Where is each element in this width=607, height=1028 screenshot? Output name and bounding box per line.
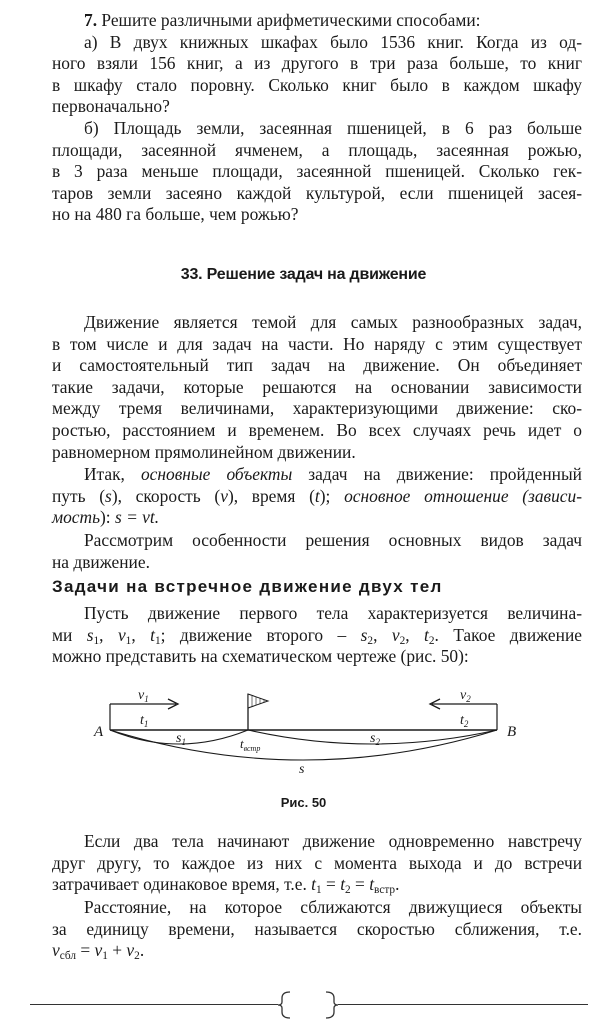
section-heading: 33. Решение задач на движение	[180, 266, 427, 283]
label-s1: $s_1$	[176, 731, 186, 747]
text-line: Рассмотрим особенности решения основных видов задач	[84, 530, 582, 550]
task-7	[52, 10, 582, 226]
text-line: и самостоятельный тип задач на движение. Он объединяет	[52, 355, 582, 376]
text-line: за единицу времени, называется скоростью сближения, т.е.	[52, 918, 582, 939]
text-line: ми $s_1$, $v_1$, $t_1$; движение второго – $s_2$, $v_2$, $t_2$. Такое движение	[52, 624, 582, 647]
task-number: 7.	[84, 10, 98, 30]
label-b: B	[507, 724, 517, 740]
task-a-line: ного взяли 156 книг, а из другого в три раза больше, то книг	[52, 53, 582, 74]
task-b-line: но на 480 га больше, чем рожью?	[52, 204, 299, 225]
paragraph-equal-time	[52, 831, 582, 896]
text-line: между тремя величинами, характеризующими движение: ско-	[52, 398, 582, 419]
text-line: ростью, расстоянием и временем. Во всех случаях речь идет о	[52, 419, 582, 440]
text-line: Пусть движение первого тела характеризуется величина-	[84, 603, 582, 623]
text-line: Итак, основные объекты задач на движение: пройденный	[84, 464, 582, 484]
label-v1: $v_1$	[138, 688, 149, 704]
label-t1: $t_1$	[140, 713, 149, 729]
text-line: Расстояние, на которое сближаются движущиеся объекты	[84, 897, 582, 917]
figure-50-diagram	[0, 670, 607, 790]
paragraph-intro	[52, 312, 582, 463]
label-s: s	[299, 762, 305, 777]
text-line: мость): s = vt.	[52, 507, 160, 528]
label-t2: $t_2$	[460, 713, 469, 729]
task-b-line: таров земли засеяно каждой культурой, если пшеницей засея-	[52, 182, 582, 203]
text-line: на движение.	[52, 551, 150, 572]
text-line: Если два тела начинают движение одновременно навстречу	[84, 831, 582, 851]
task-b-line: в 3 раза меньше площади, засеянной пшеницей. Сколько гек-	[52, 161, 582, 182]
text-line: путь (s), скорость (v), время (t); основное отношение (зависи-	[52, 485, 582, 506]
label-t-meet: $t_{встр}$	[240, 736, 261, 753]
task-intro: Решите различными арифметическими способами:	[97, 10, 481, 30]
text-line: друг другу, то каждое из них с момента выхода и до встречи	[52, 852, 582, 873]
subsection-heading: Задачи на встречное движение двух тел	[52, 577, 443, 596]
text-line: такие задачи, которые решаются на основании зависимости	[52, 376, 582, 397]
text-line: можно представить на схематическом чертеже (рис. 50):	[52, 646, 469, 667]
footer-bracket-ornament	[276, 990, 340, 1020]
label-s2: $s_2$	[370, 731, 380, 747]
label-a: A	[94, 724, 104, 740]
footer-rule-right	[338, 1004, 588, 1005]
task-b-line: б) Площадь земли, засеянная пшеницей, в 6 раз больше	[84, 117, 582, 138]
figure-caption: Рис. 50	[280, 795, 327, 810]
paragraph-bodies	[52, 603, 582, 668]
task-a-line: в шкафу стало поровну. Сколько книг было в каждом шкафу	[52, 74, 582, 95]
paragraph-approach-speed	[52, 897, 582, 962]
paragraph-objects	[52, 464, 582, 529]
task-a-line: первоначально?	[52, 96, 170, 117]
footer-rule-left	[30, 1004, 278, 1005]
task-a-line: а) В двух книжных шкафах было 1536 книг. Когда из од-	[84, 31, 582, 52]
label-v2: $v_2$	[460, 688, 471, 704]
formula: s = vt.	[114, 507, 160, 528]
paragraph-consider	[52, 530, 582, 573]
text-line: затрачивает одинаковое время, т.е. $t_1 = t_2 = t_{встр}$.	[52, 874, 400, 896]
flag-icon	[248, 694, 268, 708]
task-b-line: площади, засеянной ячменем, а площадь, засеянная рожью,	[52, 139, 582, 160]
text-line: Движение является темой для самых разнообразных задач,	[84, 312, 582, 332]
text-line: равномерном прямолинейном движении.	[52, 441, 356, 462]
text-line: в том числе и для задач на части. Но наряду с этим существует	[52, 333, 582, 354]
arc-s	[110, 730, 497, 760]
formula-line: $v_{сбл} = v_1 + v_2$.	[52, 940, 145, 962]
